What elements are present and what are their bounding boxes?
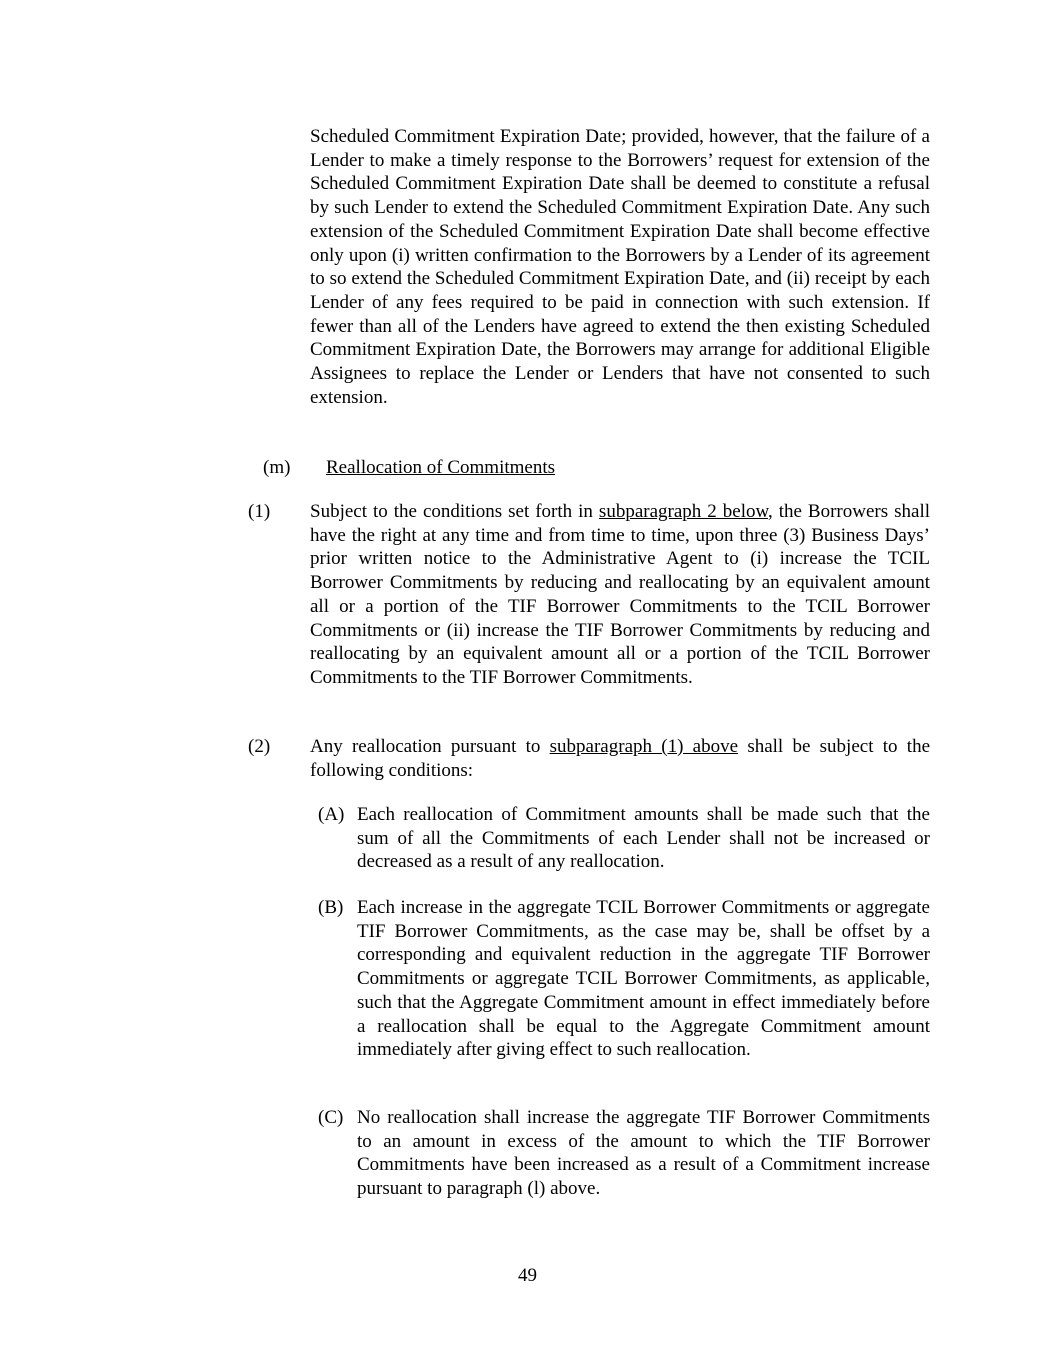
continuation-paragraph: Scheduled Commitment Expiration Date; provided, however, that the failure of a Lender to make a timely response to the Borrowers’ request for extension of the Scheduled Commitment Expiration Date shall be deemed to constitute a refusal by such Lender to extend the Scheduled Commitment Expiration Date. Any such extension of the Scheduled Commitment Expiration Date shall become effective only upon (i) written confirmation to the Borrowers by a Lender of its agreement to so extend the Scheduled Commitment Expiration Date, and (ii) receipt by each Lender of any fees required to be paid in connection with such extension. If fewer than all of the Lenders have agreed to extend the then existing Scheduled Commitment Expiration Date, the Borrowers may arrange for additional Eligible Assignees to replace the Lender or Lenders that have not consented to such extension. <box>310 126 930 408</box>
section-m-label: (m) <box>263 457 291 478</box>
paragraph-1-label: (1) <box>248 501 271 522</box>
subparagraph-2-reference: subparagraph 2 below <box>598 501 768 522</box>
subparagraph-a: Each reallocation of Commitment amounts shall be made such that the sum of all the Commitments of each Lender shall not be increased or decreased as a result of any reallocation. <box>357 804 930 873</box>
subparagraph-c: No reallocation shall increase the aggregate TIF Borrower Commitments to an amount in excess of the amount to which the TIF Borrower Commitments have been increased as a result of a Commitment increase pursuant to paragraph (l) above. <box>357 1107 930 1200</box>
subparagraph-b-label: (B) <box>318 897 344 918</box>
paragraph-2-text-after: shall be subject to the following conditions: <box>310 736 930 781</box>
section-m-heading: Reallocation of Commitments <box>326 457 556 478</box>
subparagraph-a-label: (A) <box>318 804 345 825</box>
subparagraph-c-label: (C) <box>318 1107 344 1128</box>
paragraph-2 <box>310 735 930 782</box>
subparagraph-1-reference: subparagraph (1) above <box>549 736 739 757</box>
paragraph-2-text-before: Any reallocation pursuant to <box>310 736 550 757</box>
paragraph-2-label: (2) <box>248 736 271 757</box>
page-number: 49 <box>518 1265 537 1286</box>
paragraph-1-text-after: , the Borrowers shall have the right at any time and from time to time, upon three (3) Business Days’ prior written notice to the Administrative Agent to (i) increase the TCIL Borrower Commitments by reducing and reallocating by an equivalent amount all or a portion of the TIF Borrower Commitments to the TCIL Borrower Commitments or (ii) increase the TIF Borrower Commitments by reducing and reallocating by an equivalent amount all or a portion of the TCIL Borrower Commitments to the TIF Borrower Commitments. <box>310 501 930 688</box>
subparagraph-b: Each increase in the aggregate TCIL Borrower Commitments or aggregate TIF Borrower Commitments, as the case may be, shall be offset by a corresponding and equivalent reduction in the aggregate TIF Borrower Commitments or aggregate TCIL Borrower Commitments, as applicable, such that the Aggregate Commitment amount in effect immediately before a reallocation shall be equal to the Aggregate Commitment amount immediately after giving effect to such reallocation. <box>357 897 930 1061</box>
paragraph-1-text-before: Subject to the conditions set forth in <box>310 501 599 522</box>
paragraph-1 <box>310 500 930 690</box>
